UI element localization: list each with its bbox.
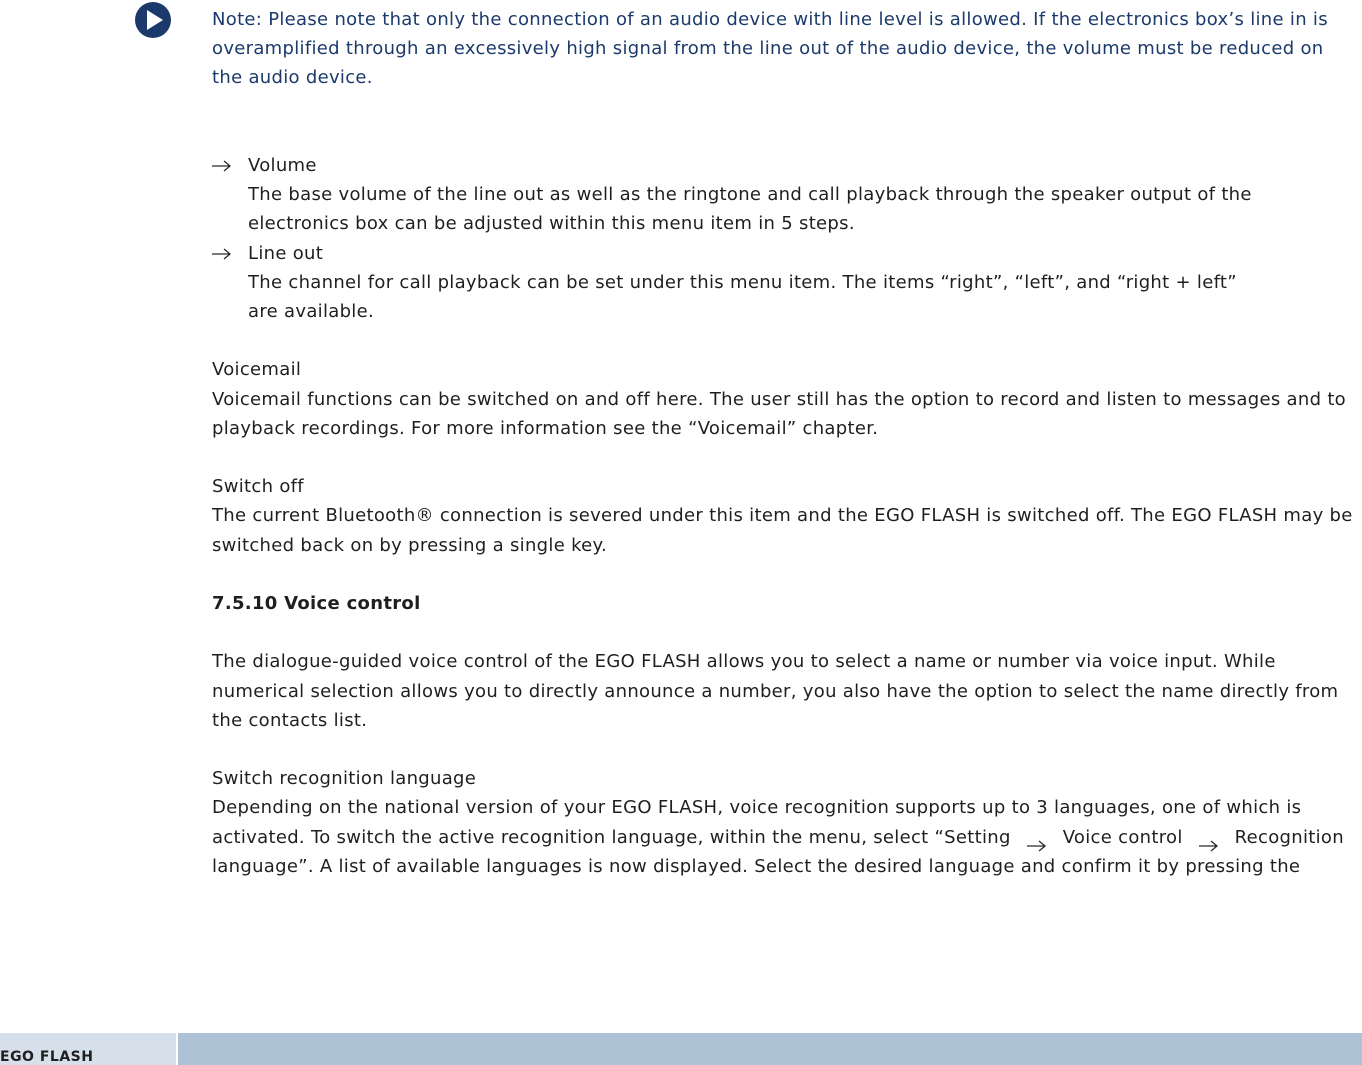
note-label: Note: (212, 9, 263, 30)
arrow-right-icon (212, 151, 234, 172)
section-text: The dialogue-guided voice control of the EGO FLASH allows you to select a name or number via voice input. While numerical selection allows you to directly announce a number, you also have the option to select the name directly from the contacts list. (212, 651, 1339, 731)
footer-product-name: EGO FLASH (0, 1049, 94, 1065)
note-block (212, 5, 1352, 92)
bullet-item-line-out (212, 239, 1357, 327)
bullet-title: Volume (248, 155, 317, 176)
voicemail-text: Voicemail functions can be switched on and off here. The user still has the option to record and listen to messages and to playback recordings. For more information see the “Voicemail” chapter. (212, 388, 1346, 439)
arrow-right-icon (212, 239, 234, 260)
recognition-text-part2: Voice control (1062, 826, 1183, 848)
switch-off-title: Switch off (212, 476, 304, 498)
switch-off-text: The current Bluetooth® connection is severed under this item and the EGO FLASH is switched off. The EGO FLASH may be switched back on by pressing a single key. (212, 505, 1353, 556)
bullet-item-volume (212, 151, 1357, 239)
bullet-title: Line out (248, 242, 324, 264)
bullet-text-line2: are available. (248, 301, 374, 323)
recognition-title: Switch recognition language (212, 768, 477, 790)
recognition-text-part1: Depending on the national version of your EGO FLASH, voice recognition supports up to 3 languages, one of which is activated. To switch the active recognition language, within the menu, select “Setting (212, 797, 1302, 848)
note-text: Please note that only the connection of an audio device with line level is allowed. If the electronics box’s line in is overamplified through an excessively high signal from the line out of the audio device, the volume must be reduced on the audio device. (212, 9, 1328, 88)
arrow-right-icon (1199, 832, 1221, 844)
page-content (212, 151, 1357, 881)
arrow-right-icon (1027, 832, 1049, 844)
play-arrow-icon (135, 2, 171, 38)
recognition-text (212, 793, 1357, 881)
voicemail-title: Voicemail (212, 359, 302, 381)
section-heading: 7.5.10 Voice control (212, 593, 421, 614)
recognition-text-part3: Recognition language”. A list of available languages is now displayed. Select the desired language and confirm it by pressing the (212, 826, 1344, 877)
footer-bar-right (178, 1033, 1362, 1065)
bullet-text-line1: The channel for call playback can be set under this menu item. The items “right”, “left”, and “right + left” (248, 271, 1237, 293)
bullet-text: The base volume of the line out as well as the ringtone and call playback through the speaker output of the electronics box can be adjusted within this menu item in 5 steps. (248, 184, 1252, 235)
